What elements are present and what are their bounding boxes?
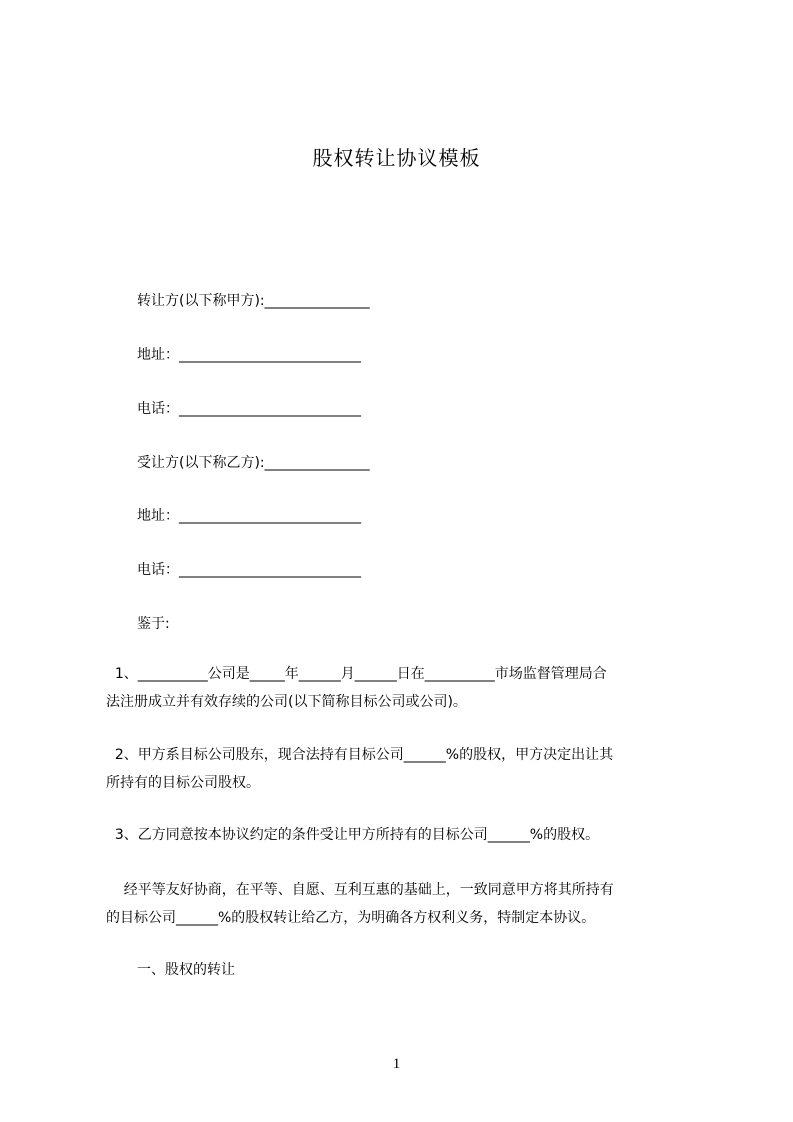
clause-1-line-2: 法注册成立并有效存续的公司(以下简称目标公司或公司)。 [106,694,467,710]
clause-2-line-2: 所持有的目标公司股权。 [106,775,260,791]
clause-3-line-1: 3、乙方同意按本协议约定的条件受让甲方所持有的目标公司______%的股权。 [106,827,600,843]
clause-1-line-1: 1、__________公司是_____年______月______日在__________市场监督管理局合 [106,666,607,682]
transferee-address-field: 地址：__________________________ [137,508,361,524]
closing-line-2: 的目标公司______%的股权转让给乙方，为明确各方权利义务，特制定本协议。 [106,910,596,926]
transferor-phone-field: 电话：__________________________ [137,401,361,417]
transferor-address-field: 地址：__________________________ [137,347,361,363]
clause-3 [106,825,706,845]
closing-line-1: 经平等友好协商，在平等、自愿、互利互惠的基础上，一致同意甲方将其所持有 [106,882,614,898]
clause-1 [106,664,706,712]
document-title: 股权转让协议模板 [312,146,481,170]
section-heading: 一、股权的转让 [137,962,235,978]
closing-paragraph [106,880,706,928]
whereas-heading: 鉴于: [137,616,170,632]
transferor-field: 转让方(以下称甲方):_______________ [137,293,370,309]
page-number: 1 [392,1056,401,1072]
clause-2-line-1: 2、甲方系目标公司股东，现合法持有目标公司______%的股权，甲方决定出让其 [106,747,614,763]
transferee-field: 受让方(以下称乙方):_______________ [137,455,370,471]
clause-2 [106,745,706,793]
transferee-phone-field: 电话：__________________________ [137,562,361,578]
